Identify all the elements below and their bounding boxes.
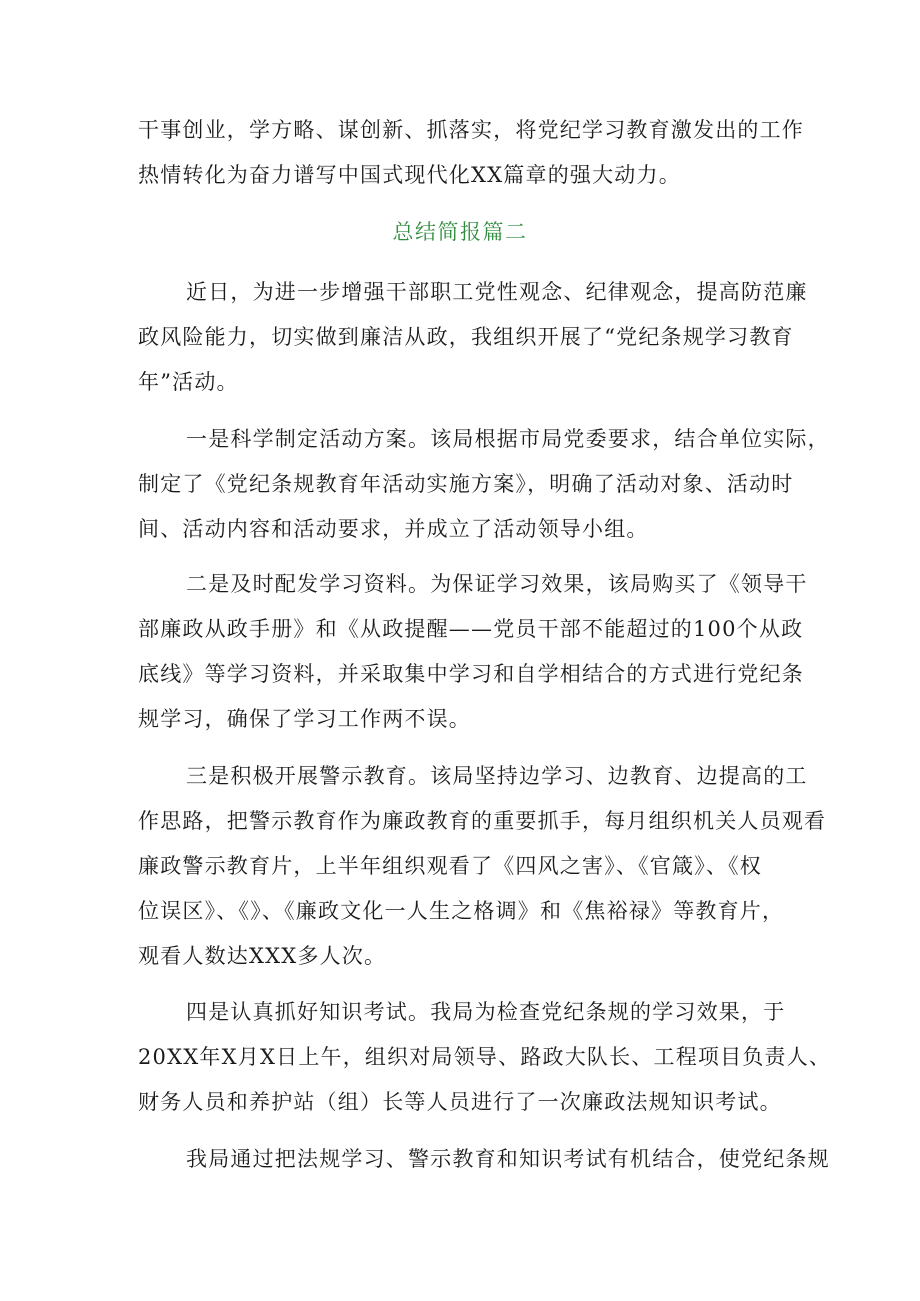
paragraph-line: 政风险能力，切实做到廉洁从政，我组织开展了“党纪条规学习教育 [138,325,794,349]
paragraph-line: 三是积极开展警示教育。该局坚持边学习、边教育、边提高的工 [186,764,808,788]
paragraph-line: 廉政警示教育片，上半年组织观看了《四风之害》、《官箴》、《权 [138,854,762,878]
paragraph-line: 年”活动。 [138,370,239,394]
paragraph-line: 间、活动内容和活动要求，并成立了活动领导小组。 [138,517,649,541]
paragraph-line: 底线》等学习资料，并采取集中学习和自学相结合的方式进行党纪条 [138,662,804,686]
paragraph-line: 近日，为进一步增强干部职工党性观念、纪律观念，提高防范廉 [186,280,808,304]
paragraph-line: 我局通过把法规学习、警示教育和知识考试有机结合，使党纪条规 [186,1147,830,1171]
intro-line: 干事创业，学方略、谋创新、抓落实，将党纪学习教育激发出的工作 [138,118,804,142]
paragraph-line: 财务人员和养护站（组）长等人员进行了一次廉政法规知识考试。 [138,1090,782,1114]
paragraph-line: 观看人数达XXX多人次。 [138,944,387,968]
paragraph-line: 位误区》、《》、《廉政文化一人生之格调》和《焦裕禄》等教育片， [138,899,785,923]
paragraph-line: 20XX年X月X日上午，组织对局领导、路政大队长、工程项目负责人、 [138,1045,832,1069]
paragraph-line: 规学习，确保了学习工作两不误。 [138,707,471,731]
paragraph-line: 制定了《党纪条规教育年活动实施方案》，明确了活动对象、活动时 [138,472,794,496]
paragraph-line: 部廉政从政手册》和《从政提醒——党员干部不能超过的100个从政 [138,617,804,641]
paragraph-line: 作思路，把警示教育作为廉政教育的重要抓手，每月组织机关人员观看 [138,809,827,833]
intro-line: 热情转化为奋力谱写中国式现代化XX篇章的强大动力。 [138,163,681,187]
paragraph-line: 一是科学制定活动方案。该局根据市局党委要求，结合单位实际， [186,427,830,451]
paragraph-line: 二是及时配发学习资料。为保证学习效果，该局购买了《领导干 [186,572,808,596]
paragraph-line: 四是认真抓好知识考试。我局为检查党纪条规的学习效果，于 [186,1000,786,1024]
section-heading: 总结简报篇二 [392,220,528,244]
